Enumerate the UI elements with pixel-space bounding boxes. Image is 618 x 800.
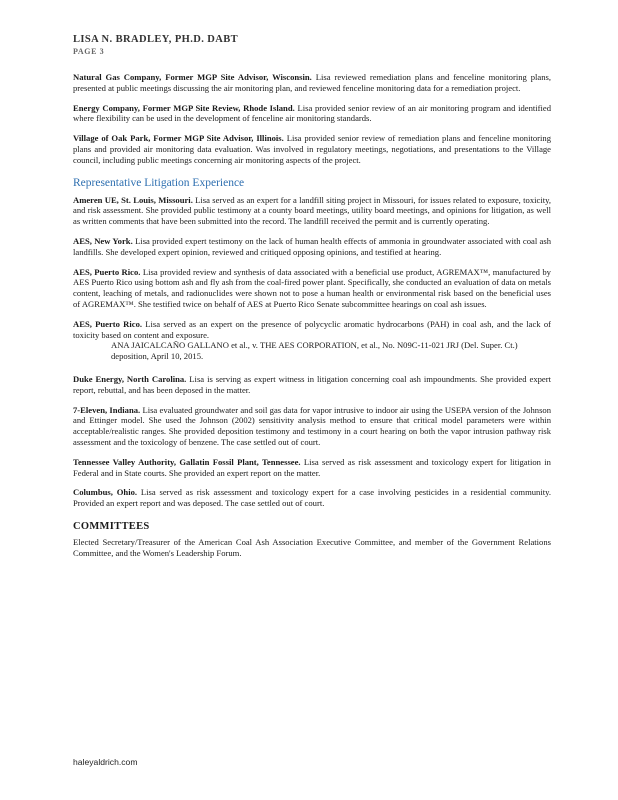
litigation-entry <box>73 457 551 479</box>
entry-body: Lisa served as an expert on the presence of polycyclic aromatic hydrocarbons (PAH) in coal ash, and the lack of toxicity based on content and exposure. <box>73 318 551 340</box>
entry-heading: Duke Energy, North Carolina. <box>73 373 187 384</box>
case-bullet <box>91 340 551 362</box>
entry-body: Lisa reviewed remediation plans and fenceline monitoring plans, presented at public meetings discussing the air monitoring plan, and reviewed fenceline monitoring data for a remediation project. <box>73 72 551 93</box>
footer-website: haleyaldrich.com <box>73 757 138 767</box>
entry-heading: Natural Gas Company, Former MGP Site Advisor, Wisconsin. <box>73 72 312 82</box>
entry-heading: Columbus, Ohio. <box>73 487 138 498</box>
case-citation: ANA JAICALCAÑO GALLANO et al., v. THE AES CORPORATION, et al., No. N09C-11-021 JRJ (Del. Super. Ct.) deposition, April 10, 2015. <box>111 340 518 362</box>
litigation-entry <box>73 267 551 310</box>
entry-heading: Village of Oak Park, Former MGP Site Advisor, Illinois. <box>73 133 284 144</box>
entry-body: Lisa provided senior review of an air monitoring program and identified where flexibility can be used in the development of fenceline air monitoring standards. <box>73 102 552 124</box>
entry-body: Lisa served as risk assessment and toxicology expert for a case involving pesticides in a residential community. Provided an expert report and was deposed. The case settled out of court. <box>73 487 552 509</box>
entry-body: Lisa is serving as expert witness in litigation concerning coal ash impoundments. She provided expert report, rebuttal, and has been deposed in the matter. <box>73 373 551 395</box>
litigation-section-title: Representative Litigation Experience <box>73 176 245 189</box>
committees-body: Elected Secretary/Treasurer of the American Coal Ash Association Executive Committee, and member of the Government Relations Committee, and the Women's Leadership Forum. <box>73 536 551 558</box>
litigation-entry <box>73 195 551 227</box>
litigation-entry <box>73 374 551 396</box>
bullet-mark <box>91 340 111 362</box>
page-content <box>73 72 551 559</box>
entry-body: Lisa provided senior review of remediation plans and fenceline monitoring plans and provided air monitoring data evaluation. Was involved in regulatory meetings, negotiations, and presentations to the Village council, including public meetings concerning air monitoring aspects of the project. <box>73 133 551 165</box>
experience-entry <box>73 72 551 94</box>
entry-body: Lisa served as risk assessment and toxicology expert for litigation in Federal and in State courts. She provided an expert report on the matter. <box>73 456 551 478</box>
page-number: PAGE 3 <box>73 47 105 56</box>
entry-body: Lisa evaluated groundwater and soil gas data for vapor intrusive to indoor air using the USEPA version of the Johnson and Ettinger model. She used the Johnson (2002) sensitivity analysis method to ensure that critical model parameters were within acceptable/realistic ranges. She provided deposition testimony and testimony in a court hearing on both the vapor intrusion pathway risk assessment and the toxicology of benzene. The case settled out of court. <box>73 404 552 447</box>
experience-entry <box>73 133 551 165</box>
author-name: LISA N. BRADLEY, PH.D. DABT <box>73 34 239 45</box>
experience-entry <box>73 103 551 125</box>
entry-heading: Energy Company, Former MGP Site Review, Rhode Island. <box>73 102 295 113</box>
committees-title: COMMITTEES <box>73 520 150 532</box>
entry-body: Lisa provided review and synthesis of data associated with a beneficial use product, AGREMAX™, manufactured by AES Puerto Rico using bottom ash and fly ash from the coal-fired power plant. Specifically, she conducted an evaluation of data on metals content, leaching of metals, and radionuclides were shown not to pose a human health or environmental risk based on the beneficial uses of AGREMAX™. She testified twice on behalf of AES at Puerto Rico Senate subcommittee hearings on coal ash issues. <box>73 266 551 309</box>
litigation-entry <box>73 487 551 509</box>
litigation-entry <box>73 319 551 341</box>
entry-body: Lisa provided expert testimony on the lack of human health effects of ammonia in groundwater associated with coal ash landfills. She developed expert opinion, reviewed and critiqued opposing opinions, and testified at hearing. <box>73 235 551 257</box>
entry-heading: Tennessee Valley Authority, Gallatin Fossil Plant, Tennessee. <box>73 456 301 467</box>
entry-heading: AES, Puerto Rico. <box>73 266 141 277</box>
entry-heading: AES, Puerto Rico. <box>73 318 143 329</box>
litigation-entry <box>73 236 551 258</box>
entry-heading: 7-Eleven, Indiana. <box>73 404 141 415</box>
page-header <box>73 34 238 56</box>
entry-heading: AES, New York. <box>73 235 133 246</box>
entry-heading: Ameren UE, St. Louis, Missouri. <box>73 194 193 205</box>
entry-body: Lisa served as an expert for a landfill siting project in Missouri, for issues related to exposure, toxicity, and risk assessment. She provided public testimony at a county board meetings, utility board meetings, and opinions for litigation, as well as written comments that have been submitted into the record. The landfill received the permit and is currently operating. <box>73 194 551 227</box>
litigation-entry <box>73 405 551 448</box>
